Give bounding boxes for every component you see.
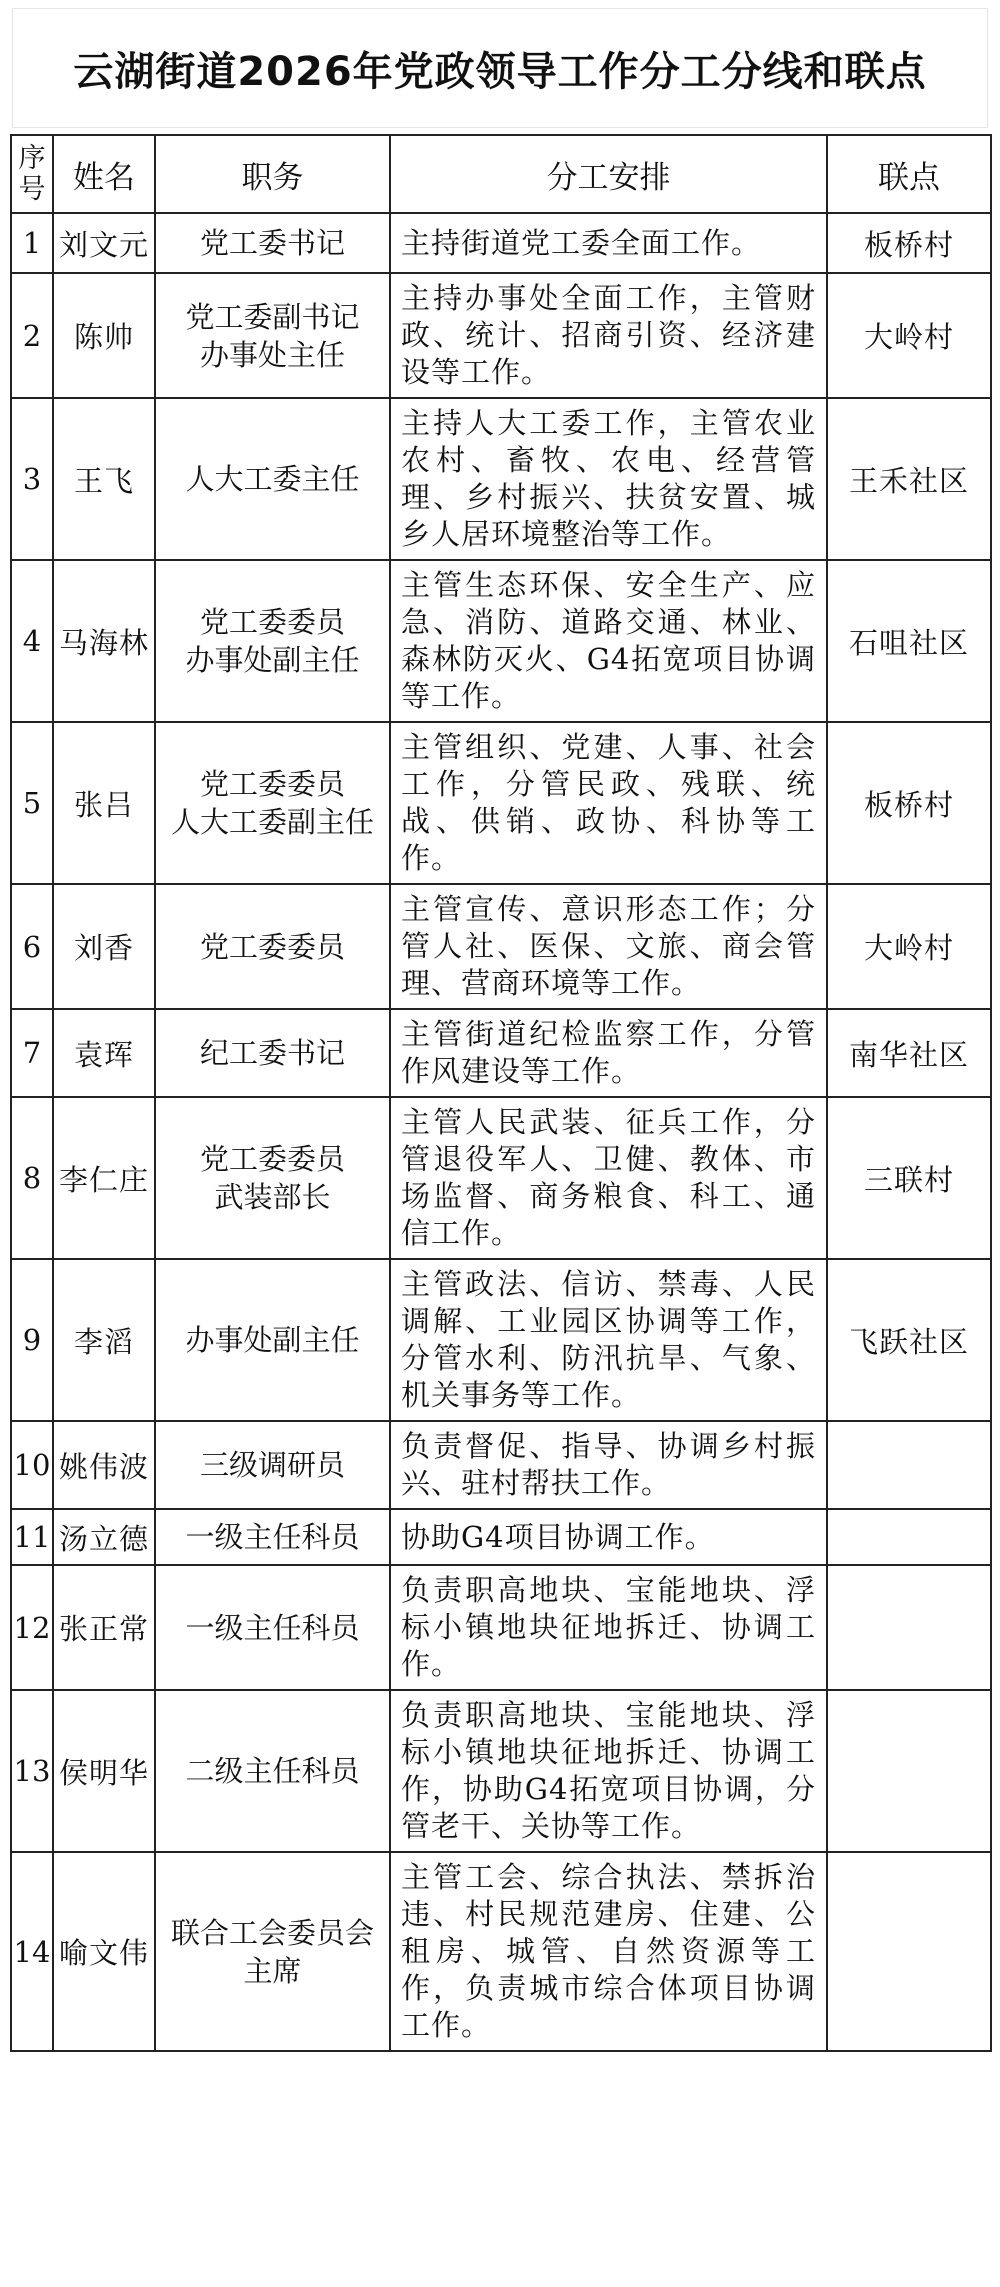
contact-point: 王禾社区 xyxy=(827,398,991,560)
table-header-row xyxy=(11,135,991,213)
row-number: 5 xyxy=(11,722,53,884)
assignment-table xyxy=(10,134,992,2052)
person-position xyxy=(155,1097,390,1259)
contact-point xyxy=(827,1509,991,1565)
row-number: 12 xyxy=(11,1565,53,1690)
table-row xyxy=(11,884,991,1009)
duty-description: 主持办事处全面工作，主管财政、统计、招商引资、经济建设等工作。 xyxy=(390,273,827,398)
row-number: 1 xyxy=(11,213,53,273)
contact-point: 大岭村 xyxy=(827,884,991,1009)
position-line: 人大工委主任 xyxy=(185,462,360,496)
person-name: 喻文伟 xyxy=(53,1852,155,2051)
table-row xyxy=(11,1097,991,1259)
person-position xyxy=(155,273,390,398)
row-number: 7 xyxy=(11,1009,53,1097)
contact-point: 板桥村 xyxy=(827,722,991,884)
person-name: 张吕 xyxy=(53,722,155,884)
row-number: 14 xyxy=(11,1852,53,2051)
person-name: 李仁庄 xyxy=(53,1097,155,1259)
duty-description: 主管人民武装、征兵工作，分管退役军人、卫健、教体、市场监督、商务粮食、科工、通信工作。 xyxy=(390,1097,827,1259)
duty-description: 主持人大工委工作，主管农业农村、畜牧、农电、经营管理、乡村振兴、扶贫安置、城乡人居环境整治等工作。 xyxy=(390,398,827,560)
duty-description: 主管工会、综合执法、禁拆治违、村民规范建房、住建、公租房、城管、自然资源等工作，负责城市综合体项目协调工作。 xyxy=(390,1852,827,2051)
person-position xyxy=(155,398,390,560)
position-line: 一级主任科员 xyxy=(185,1610,360,1645)
table-row xyxy=(11,1565,991,1690)
position-line: 党工委副书记 xyxy=(185,299,360,334)
table-row xyxy=(11,1421,991,1509)
duty-description: 负责职高地块、宝能地块、浮标小镇地块征地拆迁、协调工作，协助G4拓宽项目协调，分管老干、关协等工作。 xyxy=(390,1690,827,1852)
position-line: 党工委书记 xyxy=(199,226,345,260)
person-position xyxy=(155,1259,390,1421)
table-row xyxy=(11,398,991,560)
table-row xyxy=(11,1009,991,1097)
header-contact-point: 联点 xyxy=(827,135,991,213)
duty-description: 主管生态环保、安全生产、应急、消防、道路交通、林业、森林防灭火、G4拓宽项目协调等工作。 xyxy=(390,560,827,722)
person-name: 张正常 xyxy=(53,1565,155,1690)
position-line: 一级主任科员 xyxy=(185,1520,360,1554)
person-position xyxy=(155,1009,390,1097)
contact-point: 南华社区 xyxy=(827,1009,991,1097)
duty-description: 负责督促、指导、协调乡村振兴、驻村帮扶工作。 xyxy=(390,1421,827,1509)
contact-point xyxy=(827,1690,991,1852)
row-number: 8 xyxy=(11,1097,53,1259)
duty-description: 主持街道党工委全面工作。 xyxy=(390,213,827,273)
table-row xyxy=(11,1259,991,1421)
duty-description: 主管街道纪检监察工作，分管作风建设等工作。 xyxy=(390,1009,827,1097)
position-line: 二级主任科员 xyxy=(185,1754,360,1788)
position-line: 办事处副主任 xyxy=(185,643,360,677)
position-line: 人大工委副主任 xyxy=(170,805,374,839)
person-name: 陈帅 xyxy=(53,273,155,398)
person-name: 李滔 xyxy=(53,1259,155,1421)
person-position xyxy=(155,722,390,884)
person-name: 侯明华 xyxy=(53,1690,155,1852)
position-line: 武装部长 xyxy=(214,1180,331,1214)
table-row xyxy=(11,1509,991,1565)
contact-point xyxy=(827,1565,991,1690)
row-number: 6 xyxy=(11,884,53,1009)
table-row xyxy=(11,273,991,398)
row-number: 4 xyxy=(11,560,53,722)
position-line: 党工委委员 xyxy=(199,1142,345,1176)
person-name: 刘香 xyxy=(53,884,155,1009)
header-name: 姓名 xyxy=(53,135,155,213)
person-position xyxy=(155,1852,390,2051)
person-position xyxy=(155,213,390,273)
duty-description: 协助G4项目协调工作。 xyxy=(390,1509,827,1565)
table-row xyxy=(11,1852,991,2051)
duty-description: 主管组织、党建、人事、社会工作，分管民政、残联、统战、供销、政协、科协等工作。 xyxy=(390,722,827,884)
position-line: 党工委委员 xyxy=(199,605,345,639)
person-position xyxy=(155,1690,390,1852)
person-position xyxy=(155,1565,390,1690)
table-row xyxy=(11,560,991,722)
position-line: 党工委委员 xyxy=(199,929,345,964)
position-line: 办事处副主任 xyxy=(185,1323,360,1357)
row-number: 13 xyxy=(11,1690,53,1852)
person-position xyxy=(155,884,390,1009)
row-number: 11 xyxy=(11,1509,53,1565)
person-name: 王飞 xyxy=(53,398,155,560)
contact-point: 板桥村 xyxy=(827,213,991,273)
row-number: 2 xyxy=(11,273,53,398)
person-name: 刘文元 xyxy=(53,213,155,273)
duty-description: 主管政法、信访、禁毒、人民调解、工业园区协调等工作，分管水利、防汛抗旱、气象、机关事务等工作。 xyxy=(390,1259,827,1421)
header-seq: 序号 xyxy=(11,135,53,213)
table-row xyxy=(11,722,991,884)
header-position: 职务 xyxy=(155,135,390,213)
person-name: 马海林 xyxy=(53,560,155,722)
contact-point xyxy=(827,1421,991,1509)
row-number: 9 xyxy=(11,1259,53,1421)
duty-description: 负责职高地块、宝能地块、浮标小镇地块征地拆迁、协调工作。 xyxy=(390,1565,827,1690)
header-duties: 分工安排 xyxy=(390,135,827,213)
contact-point: 大岭村 xyxy=(827,273,991,398)
contact-point: 三联村 xyxy=(827,1097,991,1259)
person-name: 汤立德 xyxy=(53,1509,155,1565)
position-line: 三级调研员 xyxy=(199,1448,345,1482)
row-number: 3 xyxy=(11,398,53,560)
position-line: 纪工委书记 xyxy=(199,1036,345,1070)
contact-point: 飞跃社区 xyxy=(827,1259,991,1421)
contact-point: 石咀社区 xyxy=(827,560,991,722)
duty-description: 主管宣传、意识形态工作；分管人社、医保、文旅、商会管理、营商环境等工作。 xyxy=(390,884,827,1009)
person-name: 姚伟波 xyxy=(53,1421,155,1509)
person-position xyxy=(155,1421,390,1509)
title-box xyxy=(12,8,988,128)
position-line: 主席 xyxy=(243,1953,302,1988)
position-line: 办事处主任 xyxy=(199,337,345,372)
row-number: 10 xyxy=(11,1421,53,1509)
table-body xyxy=(11,213,991,2051)
table-row xyxy=(11,1690,991,1852)
person-position xyxy=(155,560,390,722)
person-position xyxy=(155,1509,390,1565)
contact-point xyxy=(827,1852,991,2051)
position-line: 联合工会委员会 xyxy=(170,1915,374,1950)
table-row xyxy=(11,213,991,273)
position-line: 党工委委员 xyxy=(199,767,345,801)
document-title: 云湖街道2026年党政领导工作分工分线和联点 xyxy=(73,48,927,95)
person-name: 袁珲 xyxy=(53,1009,155,1097)
